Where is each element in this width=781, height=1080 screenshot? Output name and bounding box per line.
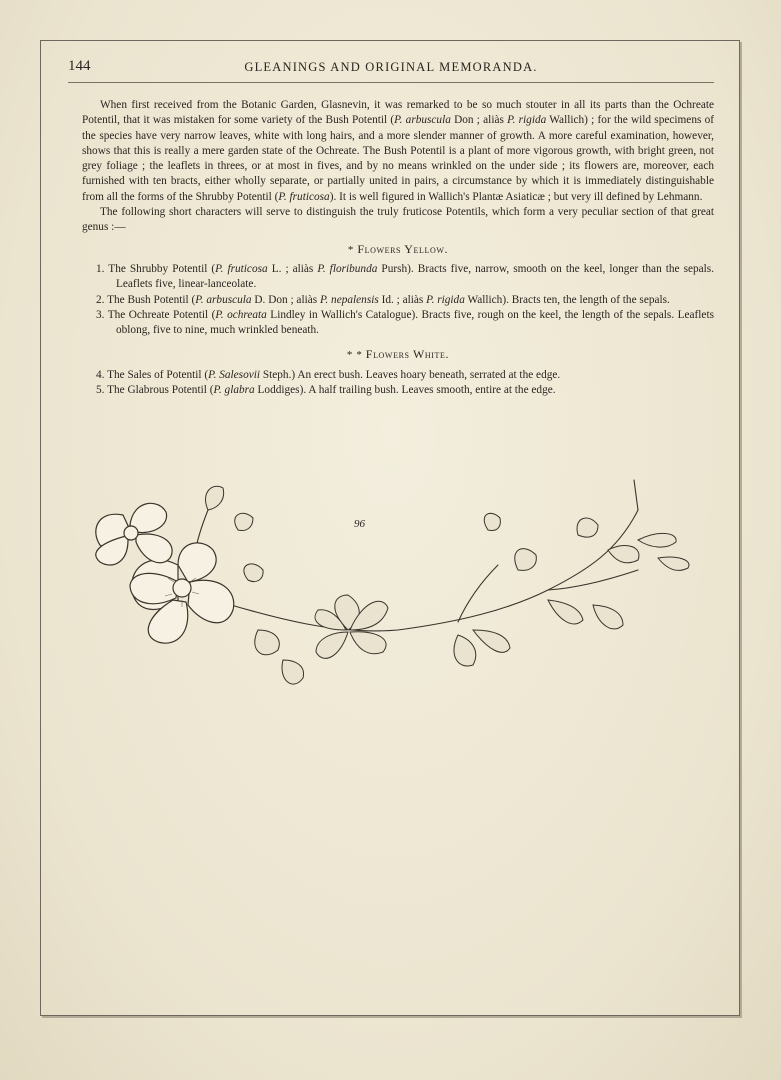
text-run: Pursh). Bracts five, narrow, smooth on the keel, longer than the sepals. Leaflets five, linear-lanceolate. [116, 262, 715, 291]
text-run: Wallich). Bracts ten, the length of the sepals. [464, 293, 670, 306]
italic-text: P. fruticosa [278, 190, 330, 203]
italic-text: P. ochreata [215, 308, 267, 321]
body-text [82, 98, 714, 398]
text-run: When first received from the Botanic Garden, Glasnevin, it was remarked to be so much stouter in all its parts than the Ochreate Potentil, that it was mistaken for some variety of the Bush Potentil ( [82, 99, 714, 127]
leaf-cluster-right [454, 513, 689, 666]
leaf-rosette-center [315, 595, 388, 658]
italic-text: P. arbuscula [394, 114, 451, 127]
section-title: Flowers White. [365, 347, 450, 362]
italic-text: P. rigida [426, 293, 465, 306]
list-item [82, 308, 714, 339]
italic-text: P. floribunda [317, 262, 378, 275]
italic-text: P. nepalensis [319, 293, 379, 306]
paragraph [82, 205, 714, 236]
text-run: 4. The Sales of Potentil ( [96, 368, 209, 381]
italic-text: P. Salesovii [208, 368, 261, 381]
page-number: 144 [68, 58, 91, 74]
text-run: Don ; aliàs [450, 114, 508, 127]
text-run: L. ; aliàs [267, 262, 318, 275]
header-rule [68, 82, 714, 83]
text-run: Steph.) An erect bush. Leaves hoary beneath, serrated at the edge. [260, 368, 561, 381]
section-heading-yellow [82, 242, 714, 258]
botanical-engraving [78, 470, 700, 710]
list-item [82, 293, 714, 308]
paragraph [82, 98, 714, 205]
page-header [68, 58, 714, 80]
italic-text: P. rigida [507, 114, 547, 127]
list-item [82, 383, 714, 398]
list-item [82, 262, 714, 293]
text-run: D. Don ; aliàs [251, 293, 320, 306]
text-run: ). It is well figured in Wallich's Plantæ Asiaticæ ; but very ill defined by Lehmann. [329, 190, 703, 203]
text-run: Loddiges). A half trailing bush. Leaves smooth, entire at the edge. [254, 384, 556, 397]
running-title: GLEANINGS AND ORIGINAL MEMORANDA. [244, 60, 538, 74]
text-run: 3. The Ochreate Potentil ( [96, 308, 216, 321]
figure-number: 96 [354, 518, 365, 530]
section-heading-white [82, 347, 714, 363]
text-run: 1. The Shrubby Potentil ( [96, 262, 216, 275]
italic-text: P. arbuscula [195, 293, 252, 306]
section-title: Flowers Yellow. [357, 241, 449, 256]
text-run: The following short characters will serve to distinguish the truly fruticose Potentils, which form a very peculiar section of that great genus :— [82, 206, 714, 234]
section-prefix: * * [346, 349, 366, 362]
italic-text: P. glabra [213, 384, 255, 397]
text-run: Lindley in Wallich's Catalogue). Bracts five, rough on the keel, the length of the sepals. Leaflets oblong, five to nine, much wrinkled beneath. [116, 308, 714, 337]
text-run: Id. ; aliàs [378, 293, 427, 306]
text-run: 5. The Glabrous Potentil ( [96, 384, 214, 397]
text-run: 2. The Bush Potentil ( [96, 293, 196, 306]
section-prefix: * [347, 243, 358, 256]
text-run: Wallich) ; for the wild specimens of the species have very narrow leaves, white with long hairs, and a more slender manner of growth. A more careful examination, however, shows that this is really a mere garden state of the Ochreate. The Bush Potentil is a plant of more vigorous growth, with bright green, not grey foliage ; the leaflets in threes, or at most in fives, and by no means wrinkled on the under side ; its flowers are, moreover, each furnished with ten bracts, either wholly separate, or partially united in pairs, a circumstance by which it is immediately distinguishable from all the forms of the Shrubby Potentil ( [82, 114, 715, 203]
list-item [82, 368, 714, 383]
flower-large [130, 543, 234, 643]
italic-text: P. fruticosa [215, 262, 268, 275]
flower-upper [96, 503, 172, 565]
